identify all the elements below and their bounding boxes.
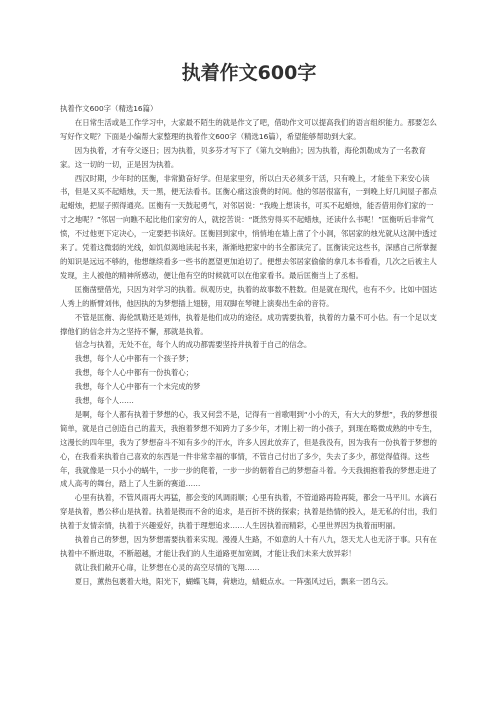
- document-body: [60, 102, 438, 589]
- paragraph: 执着作文600字（精选16篇）: [60, 104, 158, 113]
- paragraph: 匡衡凿壁借光，只因为对学习的执着。纵观历史，执着的故事数不胜数。但是就在现代，也有不少。比如中国达人秀上的断臂刘伟，他因执的为梦想插上翅膀，用双脚在琴键上演奏出生命的音符。: [60, 284, 437, 308]
- paragraph: 就让我们敞开心扉，让梦想在心灵的高空尽情的飞翔……: [74, 562, 260, 572]
- paragraph: 我想，每个人心中都有一份执着心；: [74, 368, 194, 378]
- paragraph: 夏日，薰热包裹着大地，阳光下，蝴蝶飞舞，荷塘边，蜻蜓点水。一阵强风过后，飘来一团乌云。: [74, 576, 393, 586]
- document-title: 执着作文600字: [181, 62, 317, 84]
- paragraph: 我想，每个人心中都有一个未完成的梦: [74, 382, 201, 392]
- paragraph: 执着自己的梦想，因为梦想需要执着来实现。漫漫人生路，不如意的人十有八九，怨天尤人也无济于事。只有在执着中不断进取，不断超越，才能让我们的人生道路更加宽阔，才能让我们未来大放异彩！: [60, 535, 437, 558]
- paragraph: 我想，每个人……: [74, 396, 134, 406]
- paragraph: 在日常生活或是工作学习中，大家最不陌生的就是作文了吧，借助作文可以提高我们的语言组织能力。那要怎么写好作文呢？下面是小编帮大家整理的执着作文600字（精选16篇），希望能够帮助到大家。: [60, 117, 437, 141]
- paragraph: 西汉时期，少年时的匡衡，非常勤奋好学。但是家里穷，所以白天必须多干活，只有晚上，才能坐下来安心读书，但是又买不起蜡烛，天一黑，便无法看书。匡衡心痛这浪费的时间。他的邻居很富有，一到晚上好几间屋子都点起蜡烛，把屋子照得通亮。匡衡有一天鼓起勇气，对邻居说：“我晚上想读书，可买不起蜡烛，能否借用你们家的一寸之地呢？”邻居一向瞧不起比他们家穷的人，就挖苦说：“既然穷得买不起蜡烛，还读什么书呢！”匡衡听后非常气愤，不过他更下定决心，一定要把书读好。匡衡回到家中，悄悄地在墙上凿了个小洞，邻居家的烛光就从这洞中透过来了。凭着这微弱的光线，如饥似渴地读起书来，渐渐地把家中的书全都读完了。匡衡读完这些书，深感自己所掌握的知识是远远不够的，他想继续看多一些书的愿望更加迫切了。便想去邻居家偷偷的拿几本书看看，几次之后被主人发现，主人被他的精神所感动，便让他有空的时候就可以在他家看书。最后匡衡当上了丞相。: [60, 173, 437, 280]
- paragraph: 信念与执着，无处不在，每个人的成功都需要坚持并执着于自己的信念。: [74, 340, 312, 350]
- paragraph: 因为执着，才有夸父逐日；因为执着，贝多芬才写下了《第九交响曲》；因为执着，海伦凯勒成为了一名教育家。这一切的一切，正是因为执着。: [60, 145, 426, 169]
- paragraph: 是啊，每个人都有执着于梦想的心，我又何尝不是，记得有一首歌唱到“小小的天，有大大的梦想”，我的梦想很简单，就是自己创造自己的蓝天，我抱着梦想不知跨力了多少年，才刚上初一的小孩子，到现在略微成熟的中专生，这漫长的四年里，我为了梦想奋斗不知有多少的汗水，许多人因此放弃了，但是我没有，因为我有一份执着于梦想的心，在我看来执着自己喜欢的东西是一件非常幸福的事情，不管自己付出了多少，失去了多少，都觉得值得。这些年，我就像是一只小小的蜗牛，一步一步的爬着，一步一步的朝着自己的梦想奋斗着。今天我拥抱着我的梦想走进了成人高考的舞台，踏上了人生新的赛道……: [60, 409, 438, 489]
- paragraph: 我想，每个人心中都有一个孩子梦；: [74, 354, 194, 364]
- paragraph: 不管是匡衡、海伦凯勒还是刘伟，执着是他们成功的途径。成功需要执着，执着的力量不可小估。有一个足以支撑他们的信念并为之坚持不懈，那就是执着。: [60, 312, 437, 336]
- paragraph: 心里有执着，不管风雨再大再猛，都会变的风调雨顺；心里有执着，不管道路再险再陡，都会一马平川。水滴石穿是执着，愚公移山是执着。执着是锲而不舍的追求，是百折不挠的探索；执着是热情的投入，是无私的付出，我们执着于友情亲情，执着于兴趣爱好，执着于理想追求……人生因执着而精彩，心里世界因为执着而明丽。: [60, 493, 437, 531]
